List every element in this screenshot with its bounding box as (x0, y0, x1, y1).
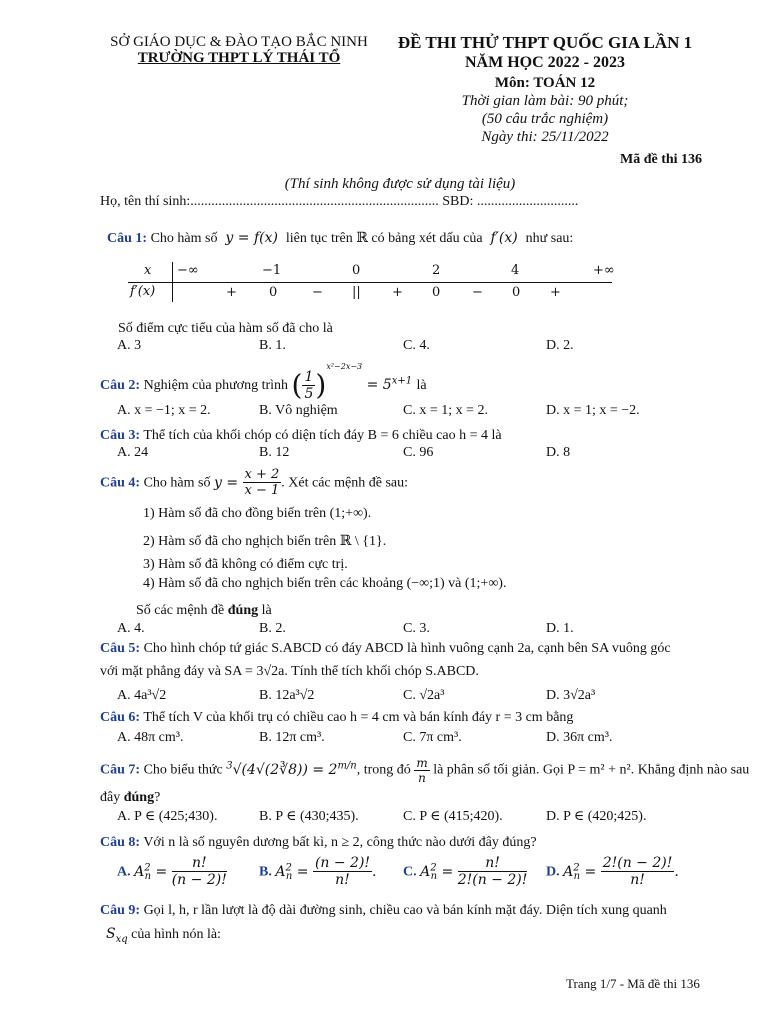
radical-expression: $^3$√(4√(2∛8)) = $2^{m/n}$ (226, 760, 357, 778)
option-d: D. 2. (546, 338, 574, 353)
table-sign: || (352, 285, 361, 300)
option-c: C. 3. (403, 621, 430, 636)
question-label: Câu 2: (100, 378, 141, 393)
option-c: C. P ∈ (415;420). (403, 809, 503, 824)
table-vertical-divider (172, 262, 173, 302)
school-year: NĂM HỌC 2022 - 2023 (465, 54, 625, 71)
table-divider (128, 282, 612, 283)
option-letter: B. (259, 864, 272, 880)
question-label: Câu 4: (100, 475, 141, 491)
table-x-label: x (144, 263, 152, 278)
statement-3: 3) Hàm số đã không có điểm cực trị. (143, 557, 348, 572)
option-d: D. 8 (546, 445, 571, 460)
fraction-mn: $\frac{m}{n}$ (416, 756, 428, 785)
formula: y = f(x) (220, 230, 283, 246)
text-suffix: ? (154, 790, 161, 805)
option-d: D. $A^2_n$ = $\frac{2!(n - 2)!}{n!}$ . (546, 855, 679, 888)
question-text: Cho hàm số (143, 475, 211, 491)
question-9 (100, 903, 667, 919)
table-x-value: 2 (432, 263, 441, 278)
question-text-3: như sau: (525, 231, 574, 246)
option-a: A. 48π cm³. (117, 730, 184, 745)
option-letter: C. (403, 864, 417, 880)
exam-title: ĐỀ THI THỬ THPT QUỐC GIA LẦN 1 (397, 33, 693, 52)
question-text-2: liên tục trên ℝ có bảng xét dấu của (285, 231, 483, 246)
question-2 (100, 362, 427, 402)
option-c: C. $A^2_n$ = $\frac{n!}{2!(n - 2)!}$ (403, 855, 528, 888)
question-text: Thể tích của khối chóp có diện tích đáy B = 6 chiều cao h = 4 là (143, 428, 502, 443)
option-a: A. 24 (117, 445, 149, 460)
question-text-3: là phân số tối giản. Gọi P = m² + n². Khẳng định nào sau (433, 762, 750, 778)
question-text-2: $S_{xq}$ của hình nón là: (106, 926, 221, 945)
option-d: D. P ∈ (420;425). (546, 809, 647, 824)
prompt-text: Số các mệnh đề (136, 603, 225, 618)
option-b: B. 2. (259, 621, 286, 636)
text-prefix: đây (100, 790, 121, 805)
table-sign: − (312, 285, 323, 300)
table-sign: + (392, 285, 403, 300)
table-sign: + (550, 285, 561, 300)
option-b: B. 12π cm³. (259, 730, 325, 745)
question-text-2: . Xét các mệnh đề sau: (281, 475, 408, 491)
question-8 (100, 835, 537, 851)
table-sign: 0 (432, 285, 441, 300)
exam-code: Mã đề thi 136 (620, 152, 703, 167)
statement-2: 2) Hàm số đã cho nghịch biến trên ℝ \ {1}. (143, 534, 387, 549)
equation: ( $\frac{1}{5}$ )$^{x^2-2x-3} = 5^{x+1}$ (291, 362, 413, 402)
table-x-value: +∞ (593, 263, 615, 278)
question-label: Câu 9: (100, 903, 141, 918)
question-text: Với n là số nguyên dương bất kì, n ≥ 2, công thức nào dưới đây đúng? (143, 835, 537, 850)
option-c: C. 4. (403, 338, 430, 353)
question-text: Nghiệm của phương trình (143, 378, 289, 393)
page-footer: Trang 1/7 - Mã đề thi 136 (566, 976, 700, 991)
table-sign: 0 (512, 285, 521, 300)
option-d: D. 36π cm³. (546, 730, 613, 745)
option-a: A. $A^2_n$ = $\frac{n!}{(n - 2)!}$ (117, 855, 227, 888)
question-text-4 (100, 790, 160, 806)
function-formula: y = $\frac{x + 2}{x - 1}$ (213, 467, 280, 498)
option-b: B. P ∈ (430;435). (259, 809, 359, 824)
table-sign: − (472, 285, 483, 300)
question-text: Cho biểu thức (143, 762, 223, 778)
question-label: Câu 5: (100, 641, 141, 656)
question-text-2: , trong đó (356, 762, 411, 778)
table-x-value: −1 (262, 263, 282, 278)
option-c: C. √2a³ (403, 688, 445, 703)
option-a: A. 4a³√2 (117, 688, 167, 703)
option-letter: A. (117, 864, 131, 880)
exam-date: Ngày thi: 25/11/2022 (481, 129, 609, 145)
option-b: B. Vô nghiệm (259, 403, 338, 418)
question-4 (100, 468, 408, 497)
option-a: A. 4. (117, 621, 145, 636)
statement-4: 4) Hàm số đã cho nghịch biến trên các khoảng (−∞;1) và (1;+∞). (143, 576, 507, 591)
option-a: A. P ∈ (425;430). (117, 809, 218, 824)
question-label: Câu 6: (100, 710, 141, 725)
question-prompt (136, 603, 272, 619)
question-text: Gọi l, h, r lần lượt là độ dài đường sinh, chiều cao và bán kính mặt đáy. Diện tích xung quanh (143, 903, 667, 918)
option-a: A. 3 (117, 338, 142, 353)
question-text: Cho hình chóp tứ giác S.ABCD có đáy ABCD là hình vuông cạnh 2a, cạnh bên SA vuông góc (143, 641, 671, 656)
table-x-value: 0 (352, 263, 361, 278)
question-text: Cho hàm số (150, 231, 218, 246)
option-b: B. $A^2_n$ = $\frac{(n - 2)!}{n!}$ . (259, 855, 377, 888)
option-b: B. 12 (259, 445, 290, 460)
question-text: Thể tích V của khối trụ có chiều cao h = 4 cm và bán kính đáy r = 3 cm bằng (143, 710, 574, 725)
table-x-value: −∞ (177, 263, 199, 278)
question-label: Câu 3: (100, 428, 141, 443)
option-a: A. x = −1; x = 2. (117, 403, 211, 418)
option-b: B. 12a³√2 (259, 688, 315, 703)
question-6 (100, 710, 573, 726)
question-5 (100, 641, 671, 657)
table-f-label: f′(x) (130, 284, 156, 299)
option-d: D. 3√2a³ (546, 688, 596, 703)
table-x-value: 4 (511, 263, 520, 278)
formula-derivative: f′(x) (486, 230, 523, 246)
table-sign: + (226, 285, 237, 300)
question-3 (100, 428, 502, 444)
question-count: (50 câu trắc nghiệm) (481, 111, 609, 127)
no-materials-note: (Thí sinh không được sử dụng tài liệu) (284, 176, 516, 192)
question-prompt: Số điểm cực tiểu của hàm số đã cho là (118, 321, 333, 336)
question-label: Câu 8: (100, 835, 141, 850)
option-d: D. 1. (546, 621, 574, 636)
question-text-2: là (416, 378, 427, 393)
table-sign: 0 (269, 285, 278, 300)
option-b: B. 1. (259, 338, 286, 353)
option-c: C. x = 1; x = 2. (403, 403, 489, 418)
option-d: D. x = 1; x = −2. (546, 403, 640, 418)
prompt-emphasis: đúng (227, 603, 259, 618)
question-label: Câu 7: (100, 762, 141, 778)
prompt-text-end: là (261, 603, 272, 618)
text-emphasis: đúng (123, 790, 155, 805)
statement-1: 1) Hàm số đã cho đồng biến trên (1;+∞). (143, 506, 372, 521)
subject: Môn: TOÁN 12 (494, 75, 596, 91)
question-text-2: với mặt phẳng đáy và SA = 3√2a. Tính thể tích khối chóp S.ABCD. (100, 664, 479, 679)
candidate-info-line: Họ, tên thí sinh:....................................................................... SBD: ............................. (100, 194, 579, 209)
duration: Thời gian làm bài: 90 phút; (461, 93, 629, 109)
option-letter: D. (546, 864, 560, 880)
school-name: TRƯỜNG THPT LÝ THÁI TỔ (137, 50, 341, 66)
option-c: C. 96 (403, 445, 434, 460)
option-c: C. 7π cm³. (403, 730, 462, 745)
question-7 (100, 757, 749, 784)
department-name: SỞ GIÁO DỤC & ĐÀO TẠO BẮC NINH (110, 34, 368, 50)
text: của hình nón là: (131, 927, 221, 942)
question-label: Câu 1: (107, 231, 148, 246)
question-1 (107, 230, 573, 247)
